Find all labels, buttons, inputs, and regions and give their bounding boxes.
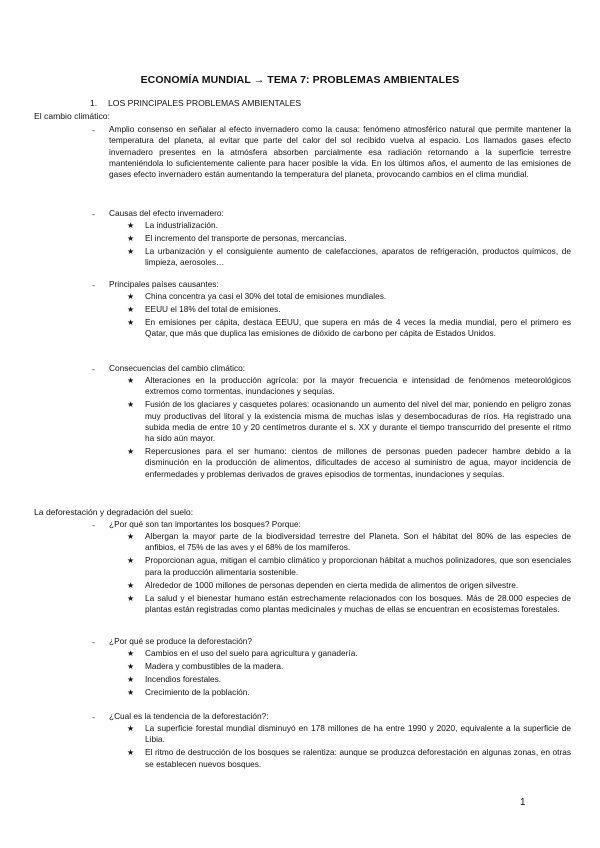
list-item: ★ Incendios forestales. [127,673,222,684]
trend-list [126,723,571,772]
dash-bullet: - [92,520,95,530]
list-item: ★ La superficie forestal mundial disminuyó en 178 millones de ha entre 1990 y 2020, equivalente a la superficie de Libia. [127,723,571,745]
list-item: ★ Alrededor de 1000 millones de personas dependen en cierta medida de alimentos de origen silvestre. [127,579,519,590]
list-item: ★ La industrialización. [127,220,218,230]
list-item: ★ Fusión de los glaciares y casquetes polares: ocasionando un aumento del nivel del mar, poniendo en peligro zonas muy productivas del litoral y la existencia misma de muchas islas y desembocaduras de ríos. Ha registrado una subida media de entre 10 y 20 centímetros durante el s. XX y durante el tiempo transcurrido del presente el ritmo ha sido aún mayor. [127,399,571,444]
star-bullet-icon: ★ [127,556,135,566]
star-bullet-icon: ★ [127,724,135,733]
star-bullet-icon: ★ [127,661,135,671]
star-bullet-icon: ★ [127,687,135,697]
countries-list [126,291,571,341]
deforestation-causes-heading: ¿Por qué se produce la deforestación? [109,636,252,646]
list-item: ★ La urbanización y el consiguiente aumento de calefacciones, aparatos de refrigeración, productos químicos, de limpieza, aerosoles… [127,245,571,268]
star-bullet-icon: ★ [127,649,135,658]
deforestation-heading: La deforestación y degradación del suelo: [34,507,194,517]
consequences-heading: Consecuencias del cambio climático: [109,363,246,373]
list-item: ★ Albergan la mayor parte de la biodiversidad terrestre del Planeta. Son el hábitat del 80% de las especies de anfibios, el 75% de las aves y el 68% de los mamíferos. [127,531,571,553]
list-item: ★ EEUU el 18% del total de emisiones. [127,303,281,314]
page-number: 1 [520,797,526,808]
list-item: ★ Cambios en el uso del suelo para agricultura y ganadería. [127,648,358,658]
causes-list [126,220,571,270]
star-bullet-icon: ★ [127,292,135,301]
dash-bullet: - [92,209,95,219]
list-item: ★ Crecimiento de la población. [127,686,250,697]
star-bullet-icon: ★ [127,674,135,684]
causes-heading: Causas del efecto invernadero: [109,208,224,218]
climate-change-heading: El cambio climático: [34,111,110,121]
star-bullet-icon: ★ [127,233,135,243]
star-bullet-icon: ★ [127,580,135,590]
star-bullet-icon: ★ [127,221,135,230]
importance-heading: ¿Por qué son tan importantes los bosques? Porque: [109,519,301,529]
star-bullet-icon: ★ [127,246,135,256]
deforestation-causes-list [126,648,571,700]
list-item: ★ Proporcionan agua, mitigan el cambio climático y proporcionan hábitat a muchos polinizadores, que son esenciales para la producción alimentaria sostenible. [127,555,571,577]
list-item: ★ El ritmo de destrucción de los bosques se ralentiza: aunque se produzca deforestación en algunas zonas, en otras se establecen nuevos bosques. [127,747,571,769]
section-number: 1. [90,98,98,108]
list-item: ★ En emisiones per cápita, destaca EEUU, que supera en más de 4 veces la media mundial, pero el primero es Qatar, que más que duplica las emisiones de dióxido de carbono per cápita de Estados Unidos. [127,316,571,339]
star-bullet-icon: ★ [127,304,135,314]
dash-bullet: - [92,125,95,135]
consequences-list [126,375,571,482]
star-bullet-icon: ★ [127,376,135,385]
list-item: ★ Repercusiones para el ser humano: cientos de millones de personas pueden padecer hambre debido a la disminución en la producción de alimentos, dificultades de acceso al suministro de agua, mayor incidencia de enfermedades y problemas derivados de graves episodios de tormentas, inundaciones y sequías. [127,446,571,479]
star-bullet-icon: ★ [127,447,135,457]
star-bullet-icon: ★ [127,748,135,758]
section-heading [90,98,301,108]
list-item: ★ El incremento del transporte de personas, mercancías. [127,232,347,243]
importance-list [126,531,571,617]
list-item: ★ China concentra ya casi el 30% del total de emisiones mundiales. [127,291,387,301]
dash-bullet: - [92,364,95,374]
dash-bullet: - [92,280,95,290]
list-item: ★ Madera y combustibles de la madera. [127,660,284,671]
star-bullet-icon: ★ [127,593,135,603]
list-item: ★ Alteraciones en la producción agrícola: por la mayor frecuencia e intensidad de fenómenos meteorológicos extremos como tormentas, inundaciones y sequías. [127,375,571,397]
star-bullet-icon: ★ [127,532,135,541]
list-item: ★ La salud y el bienestar humano están estrechamente relacionados con los bosques. Más de 28.000 especies de plantas están registradas como plantas medicinales y muchas de ellas se encuentran en ecosistemas forestales. [127,592,571,614]
page-title: ECONOMÍA MUNDIAL → TEMA 7: PROBLEMAS AMBIENTALES [140,74,460,86]
countries-heading: Principales países causantes: [109,279,219,289]
dash-bullet: - [92,637,95,647]
star-bullet-icon: ★ [127,317,135,327]
star-bullet-icon: ★ [127,400,135,410]
section-title: LOS PRINCIPALES PROBLEMAS AMBIENTALES [108,98,302,108]
trend-heading: ¿Cual es la tendencia de la deforestación?: [109,711,269,721]
dash-bullet: - [92,712,95,722]
climate-change-intro: Amplio consenso en señalar al efecto invernadero como la causa: fenómeno atmosférico natural que permite mantener la temperatura del planeta, al evitar que parte del calor del sol recibido vuelva al espacio. Los llamados gases efecto invernadero presentes en la atmósfera absorben parcialmente esa radiación retornando a la superficie terrestre manteniéndola lo suficientemente caliente para hacer posible la vida. En los últimos años, el aumento de las emisiones de gases efecto invernadero están aumentando la temperatura del planeta, provocando cambios en el clima mundial. [109,124,571,180]
